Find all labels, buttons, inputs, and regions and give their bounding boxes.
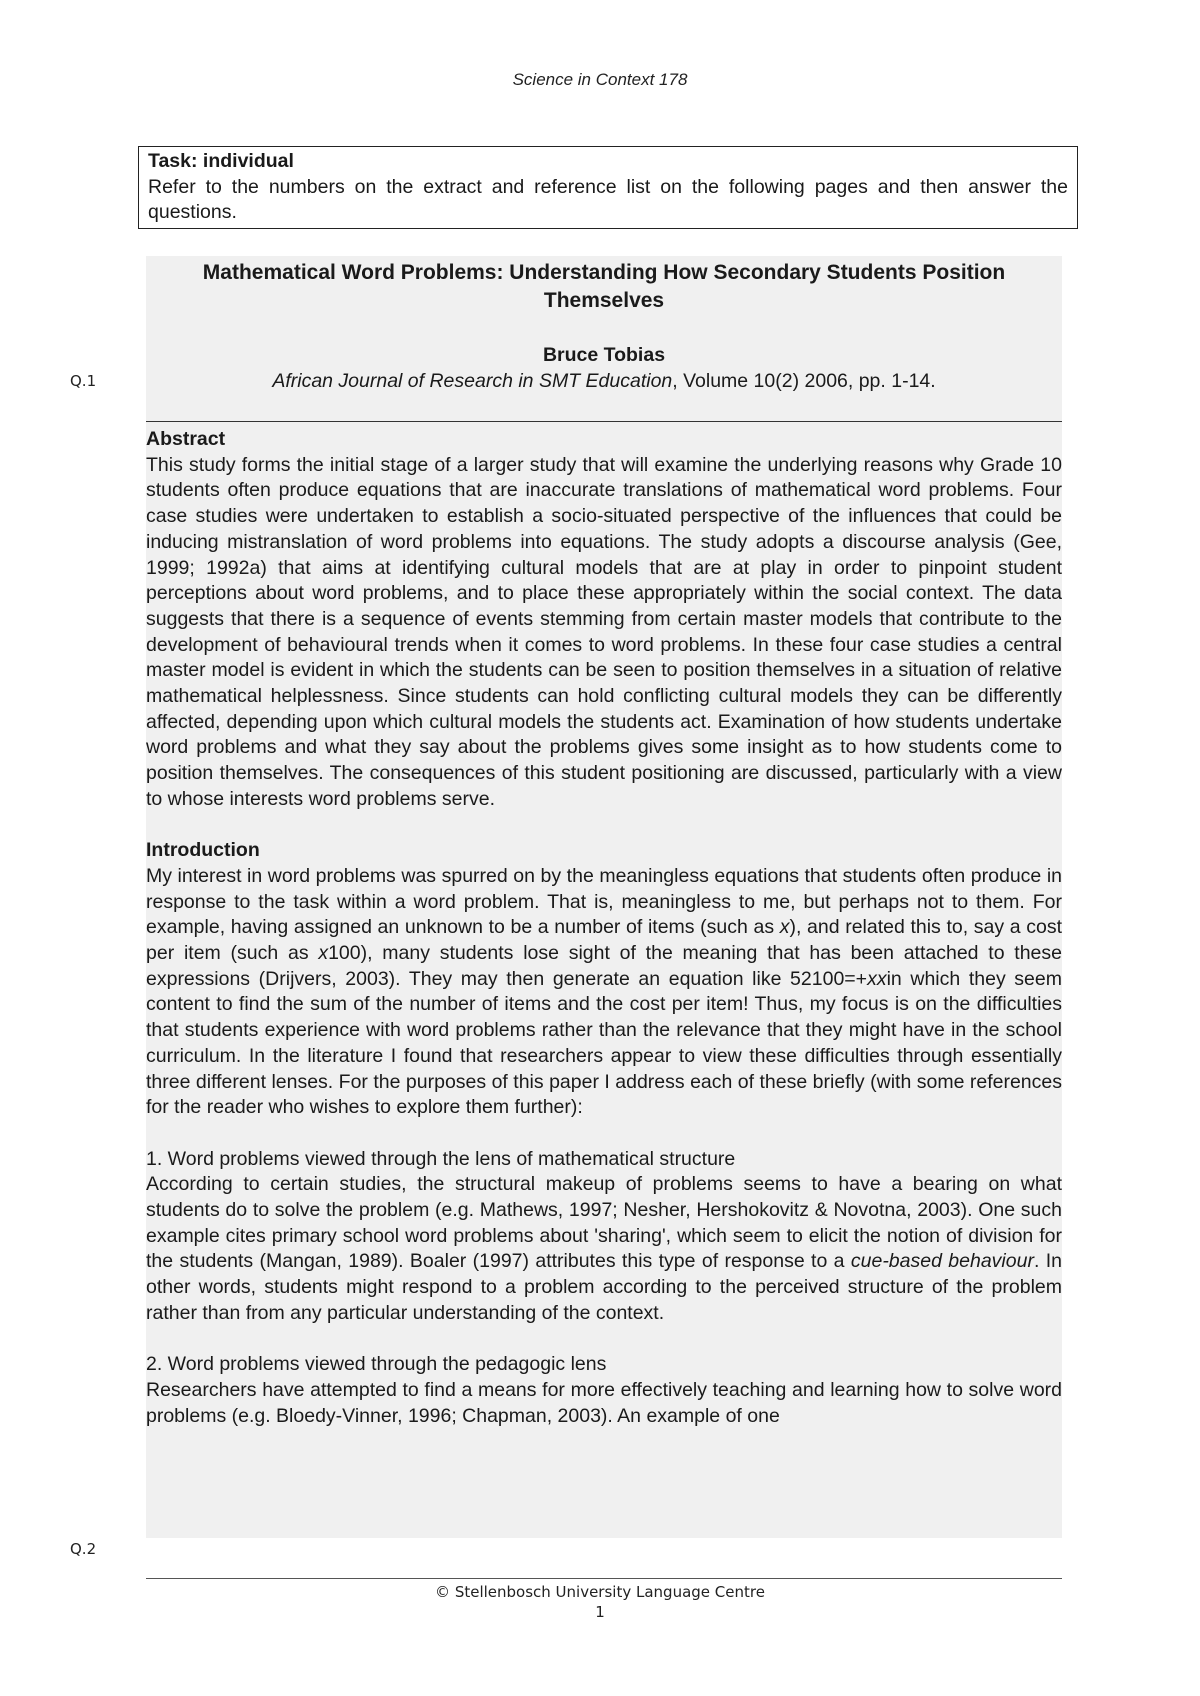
running-header: Science in Context 178	[512, 70, 688, 89]
journal-citation	[146, 368, 1062, 394]
article-body	[146, 427, 1062, 1429]
lens1-heading: 1. Word problems viewed through the lens of mathematical structure	[146, 1147, 736, 1170]
article-title: Mathematical Word Problems: Understanding How Secondary Students Position Themselves	[202, 261, 1006, 312]
copyright-notice: © Stellenbosch University Language Centre	[435, 1583, 765, 1601]
task-instructions: Refer to the numbers on the extract and reference list on the following pages and then answer the questions.	[148, 175, 1068, 223]
abstract-text: This study forms the initial stage of a larger study that will examine the underlying reasons why Grade 10 students often produce equations that are inaccurate translations of mathematical word problems. Four case studies were undertaken to establish a socio-situated perspective of the influences that could be inducing mistranslation of word problems into equations. The study adopts a discourse analysis (Gee, 1999; 1992a) that aims at identifying cultural models that are at play in order to pinpoint student perceptions about word problems, and to place these appropriately within the social context. The data suggests that there is a sequence of events stemming from certain master models that contribute to the development of behavioural trends when it comes to word problems. In these four case studies a central master model is evident in which the students can be seen to position themselves in a situation of relative mathematical helplessness. Since students can hold conflicting cultural models they can be differently affected, depending upon which cultural models the students act. Examination of how students undertake word problems and what they say about the problems gives some insight as to how students come to position themselves. The consequences of this student positioning are discussed, particularly with a view to whose interests word problems serve.	[146, 453, 1062, 810]
task-title: Task: individual	[148, 150, 294, 172]
lens1-paragraph: According to certain studies, the structural makeup of problems seems to have a bearing on what students do to solve the problem (e.g. Mathews, 1997; Nesher, Hershokovitz & Novotna, 2003). One such example cites primary school word problems about 'sharing', which seem to elicit the notion of division for the students (Mangan, 1989). Boaler (1997) attributes this type of response to a cue-based behaviour. In other words, students might respond to a problem according to the perceived structure of the problem rather than from any particular understanding of the context.	[146, 1173, 1062, 1324]
abstract-heading: Abstract	[146, 428, 226, 450]
abstract-divider	[146, 421, 1062, 422]
margin-label-q1: Q.1	[70, 372, 97, 390]
introduction-heading: Introduction	[146, 839, 260, 862]
lens2-heading: 2. Word problems viewed through the pedagogic lens	[146, 1353, 607, 1376]
page-number: 1	[595, 1603, 605, 1621]
margin-label-q2: Q.2	[70, 1540, 97, 1558]
lens2-paragraph: Researchers have attempted to find a means for more effectively teaching and learning how to solve word problems (e.g. Bloedy-Vinner, 1996; Chapman, 2003). An example of one	[146, 1378, 1062, 1427]
article-title-block	[146, 259, 1062, 394]
introduction-paragraph: My interest in word problems was spurred on by the meaningless equations that students often produce in response to the task within a word problem. That is, meaningless to me, but perhaps not to them. For example, having assigned an unknown to be a number of items (such as x), and related this to, say a cost per item (such as x100), many students lose sight of the meaning that has been attached to these expressions (Drijvers, 2003). They may then generate an equation like 52100=+xxin which they seem content to find the sum of the number of items and the cost per item! Thus, my focus is on the difficulties that students experience with word problems rather than the relevance that they might have in the school curriculum. In the literature I found that researchers appear to view these difficulties through essentially three different lenses. For the purposes of this paper I address each of these briefly (with some references for the reader who wishes to explore them further):	[146, 864, 1062, 1119]
task-box	[138, 146, 1078, 229]
footer-divider	[146, 1578, 1062, 1579]
journal-name: African Journal of Research in SMT Education	[272, 370, 673, 392]
journal-details: , Volume 10(2) 2006, pp. 1-14.	[672, 370, 936, 392]
article-author: Bruce Tobias	[542, 344, 666, 366]
